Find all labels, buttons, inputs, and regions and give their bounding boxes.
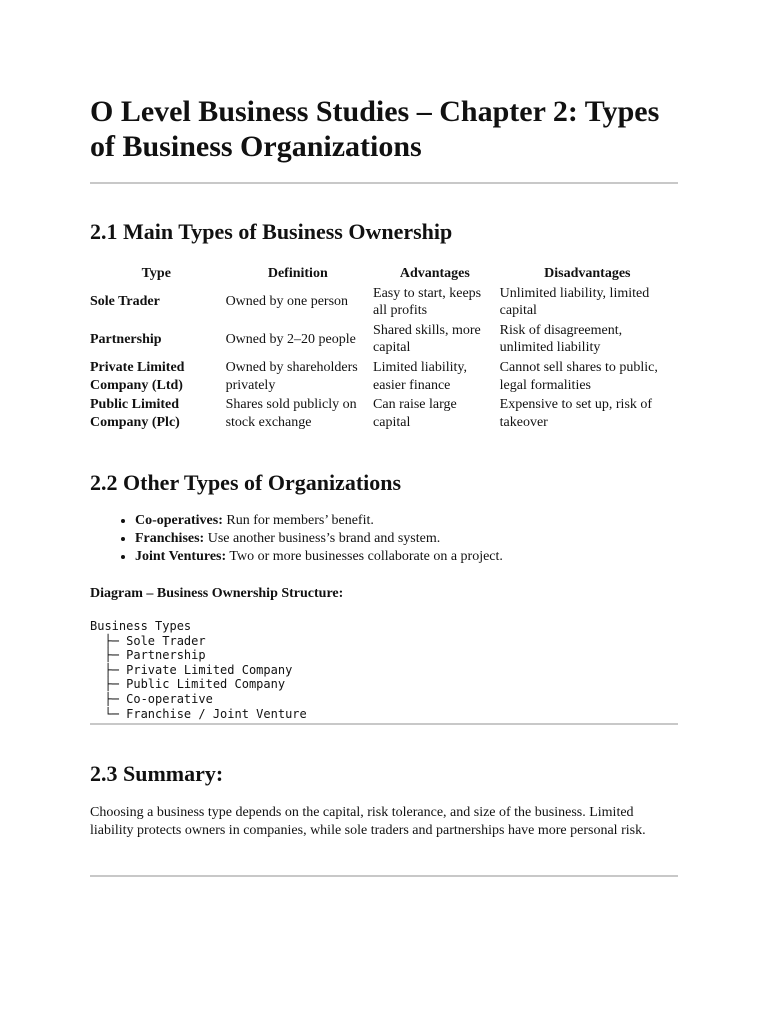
column-header-disadvantages: Disadvantages — [544, 266, 631, 281]
cell-type: Public Limited Company (Plc) — [90, 397, 180, 430]
section-heading-summary: 2.3 Summary: — [90, 761, 224, 786]
page-title: O Level Business Studies – Chapter 2: Types of Business Organizations — [90, 95, 660, 163]
cell-disadvantages: Risk of disagreement, unlimited liability — [499, 322, 623, 356]
list-item — [135, 512, 503, 530]
other-types-list — [90, 512, 503, 566]
list-item — [135, 530, 503, 548]
cell-advantages: Limited liability, easier finance — [373, 359, 467, 393]
diagram-title: Diagram – Business Ownership Structure: — [90, 586, 344, 601]
list-item-term: Franchises: — [135, 531, 205, 546]
cell-type: Private Limited Company (Ltd) — [90, 359, 185, 393]
diagram-line: ├─ Private Limited Company — [90, 662, 293, 677]
list-item-term: Co-operatives: — [135, 513, 223, 528]
cell-type: Sole Trader — [90, 294, 160, 310]
list-item-term: Joint Ventures: — [135, 549, 227, 564]
table-row — [90, 321, 678, 358]
cell-definition: Shares sold publicly on stock exchange — [225, 397, 357, 430]
diagram-line: └─ Franchise / Joint Venture — [90, 706, 307, 721]
cell-disadvantages: Expensive to set up, risk of takeover — [499, 397, 653, 430]
list-item — [135, 548, 503, 566]
cell-advantages: Shared skills, more capital — [373, 322, 481, 356]
section-heading-other-types: 2.2 Other Types of Organizations — [90, 470, 402, 495]
ownership-structure-diagram — [90, 619, 307, 721]
table-row — [90, 358, 678, 395]
diagram-line: ├─ Co-operative — [90, 691, 213, 706]
table-header-row — [90, 263, 678, 284]
cell-advantages: Easy to start, keeps all profits — [373, 285, 482, 319]
column-header-type: Type — [141, 266, 171, 281]
cell-disadvantages: Unlimited liability, limited capital — [499, 285, 650, 319]
diagram-line: ├─ Sole Trader — [90, 633, 206, 648]
list-item-text: Use another business’s brand and system. — [204, 531, 441, 546]
section-heading-main-types: 2.1 Main Types of Business Ownership — [90, 219, 453, 244]
divider-bottom — [90, 875, 678, 877]
list-item-text: Two or more businesses collaborate on a project. — [226, 549, 503, 564]
table-row — [90, 395, 678, 432]
cell-advantages: Can raise large capital — [373, 397, 457, 430]
list-item-text: Run for members’ benefit. — [222, 513, 374, 528]
divider-middle — [90, 723, 678, 725]
cell-disadvantages: Cannot sell shares to public, legal formalities — [499, 359, 658, 393]
diagram-line: Business Types — [90, 619, 192, 633]
cell-definition: Owned by one person — [225, 294, 349, 310]
table-row — [90, 284, 678, 321]
summary-paragraph: Choosing a business type depends on the capital, risk tolerance, and size of the business. Limited liability protects owners in companies, while sole traders and partnerships have more personal risk. — [90, 805, 646, 839]
column-header-advantages: Advantages — [399, 266, 470, 281]
divider-top — [90, 182, 678, 184]
ownership-types-table — [90, 263, 678, 432]
column-header-definition: Definition — [267, 266, 328, 281]
diagram-line: ├─ Public Limited Company — [90, 677, 286, 692]
cell-definition: Owned by shareholders privately — [225, 359, 358, 393]
diagram-line: ├─ Partnership — [90, 648, 206, 663]
cell-type: Partnership — [90, 331, 162, 347]
cell-definition: Owned by 2–20 people — [225, 331, 356, 347]
